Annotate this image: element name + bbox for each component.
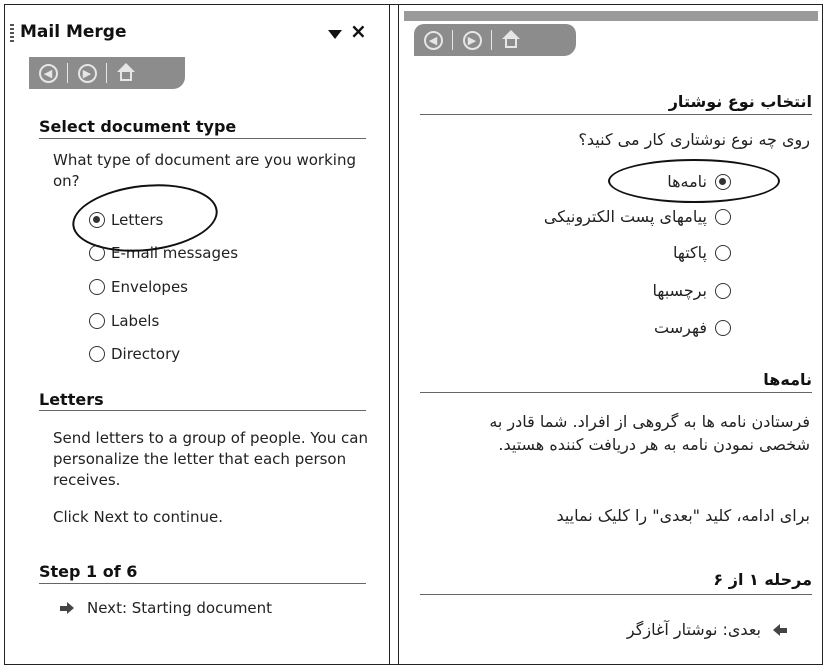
task-pane-title: Mail Merge <box>20 22 127 42</box>
section-rule <box>39 410 366 411</box>
radio-indicator <box>89 245 105 261</box>
radio-indicator <box>89 212 105 228</box>
nav-toolbar <box>414 24 576 56</box>
next-arrow-icon <box>773 624 787 636</box>
radio-label: Labels <box>111 312 160 330</box>
section-rule <box>39 138 366 139</box>
section-heading-select-type: انتخاب نوع نوشتار <box>668 92 812 111</box>
section-rule <box>420 594 812 595</box>
radio-indicator <box>715 245 731 261</box>
next-link-label: بعدی: نوشتار آغازگر <box>626 620 761 639</box>
question-text: روی چه نوع نوشتاری کار می کنید؟ <box>578 130 810 149</box>
radio-indicator <box>715 320 731 336</box>
radio-indicator <box>89 313 105 329</box>
drag-grip-icon[interactable] <box>10 24 14 42</box>
section-heading-step: مرحله ۱ از ۶ <box>713 570 812 589</box>
radio-indicator <box>89 346 105 362</box>
home-button[interactable] <box>500 29 522 51</box>
radio-letters[interactable] <box>89 211 163 229</box>
task-pane-titlebar <box>10 16 372 48</box>
toolbar-separator <box>491 30 492 50</box>
toolbar-separator <box>106 63 107 83</box>
radio-label: Letters <box>111 211 164 229</box>
forward-button[interactable] <box>76 62 98 84</box>
back-button[interactable] <box>37 62 59 84</box>
radio-label: E-mail messages <box>111 244 239 262</box>
back-arrow-icon: ◀ <box>424 31 443 50</box>
radio-directory[interactable] <box>89 345 180 363</box>
continue-instruction: برای ادامه، کلید "بعدی" را کلیک نمایید <box>556 506 810 525</box>
back-button[interactable] <box>422 29 444 51</box>
radio-indicator <box>715 283 731 299</box>
nav-toolbar <box>29 57 185 89</box>
close-icon[interactable]: × <box>350 19 367 43</box>
radio-label: پاکتها <box>672 243 707 262</box>
section-rule <box>420 392 812 393</box>
section-heading-letters: Letters <box>39 390 104 409</box>
section-heading-select-type: Select document type <box>39 117 237 136</box>
radio-indicator <box>715 209 731 225</box>
section-heading-step: Step 1 of 6 <box>39 562 138 581</box>
forward-button[interactable] <box>461 29 483 51</box>
section-rule <box>420 114 812 115</box>
home-icon <box>501 30 521 50</box>
toolbar-separator <box>67 63 68 83</box>
radio-label: برچسبها <box>652 281 707 300</box>
radio-label: پیامهای پست الکترونیکی <box>543 207 707 226</box>
home-icon <box>116 63 136 83</box>
radio-label: فهرست <box>654 318 707 337</box>
radio-indicator <box>715 174 731 190</box>
section-rule <box>39 583 366 584</box>
radio-letters[interactable] <box>667 172 731 191</box>
back-arrow-icon: ◀ <box>39 64 58 83</box>
pane-divider <box>389 4 399 665</box>
question-text: What type of document are you working on? <box>53 151 356 190</box>
radio-email-messages[interactable] <box>89 244 238 262</box>
radio-email-messages[interactable] <box>544 207 731 226</box>
home-button[interactable] <box>115 62 137 84</box>
toolbar-strip <box>404 11 818 21</box>
radio-labels[interactable] <box>652 281 731 300</box>
pane-menu-dropdown-icon[interactable] <box>328 30 342 39</box>
forward-arrow-icon: ▶ <box>78 64 97 83</box>
toolbar-separator <box>452 30 453 50</box>
radio-labels[interactable] <box>89 312 159 330</box>
letters-description: Send letters to a group of people. You can personalize the letter that each person receives. <box>53 429 368 489</box>
radio-envelopes[interactable] <box>673 243 731 262</box>
radio-envelopes[interactable] <box>89 278 188 296</box>
radio-label: Envelopes <box>111 278 188 296</box>
forward-arrow-icon: ▶ <box>463 31 482 50</box>
section-heading-letters: نامه‌ها <box>763 370 812 389</box>
radio-directory[interactable] <box>654 318 731 337</box>
continue-instruction: Click Next to continue. <box>53 508 224 526</box>
radio-label: نامه‌ها <box>667 172 707 191</box>
next-arrow-icon <box>60 602 74 614</box>
next-step-link[interactable] <box>627 620 787 639</box>
radio-label: Directory <box>111 345 181 363</box>
radio-indicator <box>89 279 105 295</box>
next-link-label: Next: Starting document <box>87 599 273 617</box>
letters-description: فرستادن نامه ها به گروهی از افراد. شما قادر به شخصی نمودن نامه به هر دریافت کننده هستید. <box>489 412 810 454</box>
next-step-link[interactable] <box>60 599 272 617</box>
